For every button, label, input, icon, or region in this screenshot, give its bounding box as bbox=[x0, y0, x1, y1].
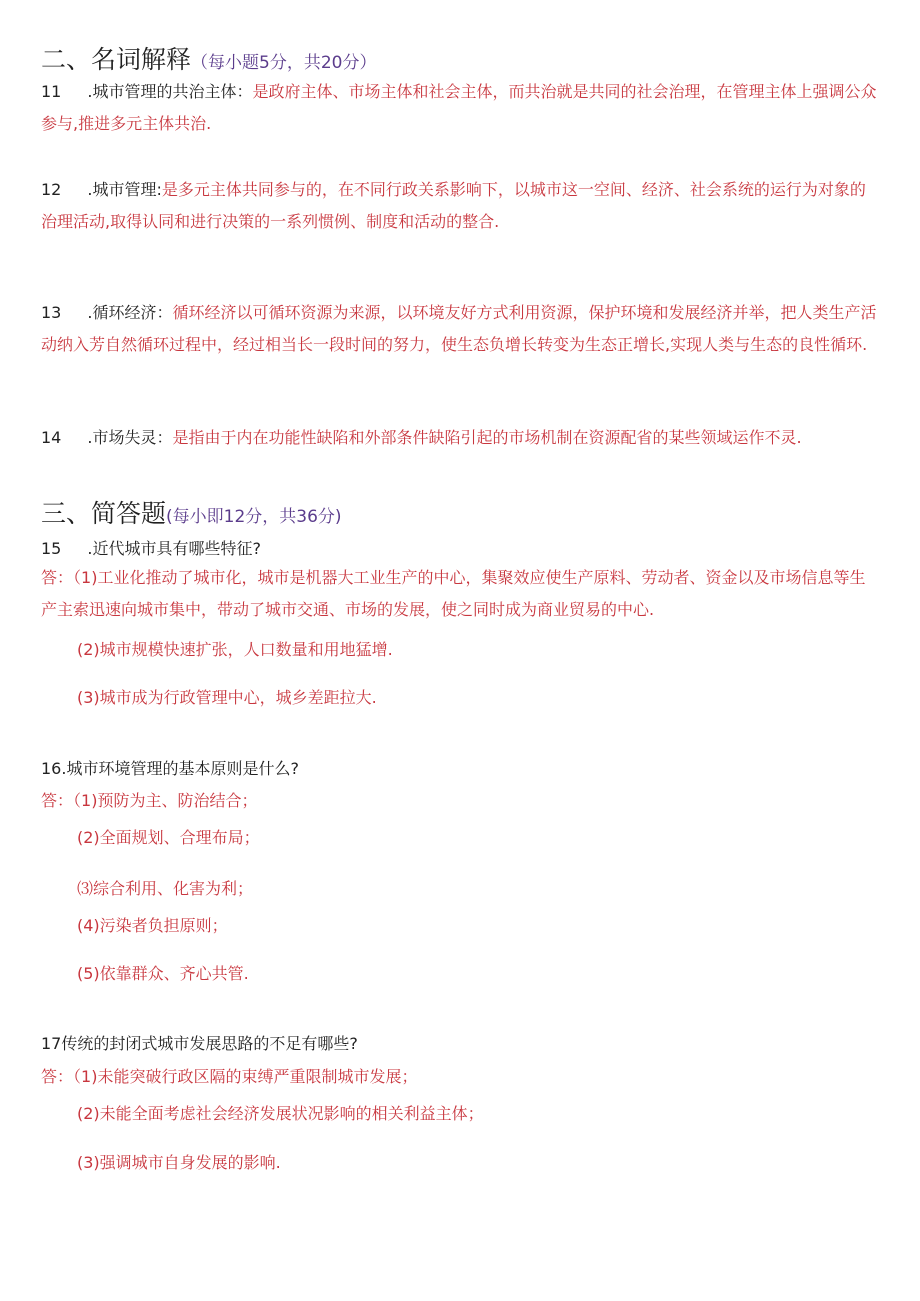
term-definition: 是指由于内在功能性缺陷和外部条件缺陷引起的市场机制在资源配省的某些领域运作不灵. bbox=[172, 428, 802, 447]
answer-item: (2)未能全面考虑社会经济发展状况影响的相关利益主体； bbox=[77, 1104, 484, 1123]
term-definition: 是多元主体共同参与的，在不同行政关系影响下，以城市这一空间、经济、社会系统的运行为对象的治理活动,取得认同和进行决策的一系列惯例、制度和活动的整合. bbox=[41, 180, 866, 231]
term-number: 11 bbox=[41, 82, 62, 101]
answer-item: （1)预防为主、防治结合； bbox=[73, 791, 258, 810]
answer-item: ⑶综合利用、化害为利； bbox=[77, 879, 254, 898]
answer-item: (4)污染者负担原则； bbox=[77, 916, 228, 935]
section-note: (每小即12分，共36分) bbox=[166, 507, 342, 527]
question-15 bbox=[41, 536, 261, 559]
answer-item: （1)工业化推动了城市化，城市是机器大工业生产的中心，集聚效应使生产原料、劳动者、资金以及市场信息等生产主索迅速向城市集中，带动了城市交通、市场的发展，使之同时成为商业贸易的中心. bbox=[41, 568, 866, 619]
answer-15-1 bbox=[41, 562, 881, 626]
term-definition: 是政府主体、市场主体和社会主体，而共治就是共同的社会治理，在管理主体上强调公众参与,推进多元主体共治. bbox=[41, 82, 877, 133]
question-text: .近代城市具有哪些特征? bbox=[87, 539, 261, 558]
term-number: 13 bbox=[41, 303, 62, 322]
term-number: 12 bbox=[41, 180, 62, 199]
answer-16-1 bbox=[41, 788, 257, 811]
question-17: 17传统的封闭式城市发展思路的不足有哪些? bbox=[41, 1034, 358, 1053]
section-title: 三、简答题 bbox=[41, 499, 167, 528]
term-number: 14 bbox=[41, 428, 62, 447]
term-name: .城市管理: bbox=[87, 180, 162, 199]
term-name: .循环经济： bbox=[87, 303, 173, 322]
term-definition: 循环经济以可循环资源为来源，以环境友好方式利用资源，保护环境和发展经济并举，把人类生产活动纳入芳自然循环过程中，经过相当长一段时间的努力，使生态负增长转变为生态正增长,实现人类与生态的良性循环. bbox=[41, 303, 877, 354]
term-name: .城市管理的共治主体： bbox=[87, 82, 253, 101]
question-number: 15 bbox=[41, 539, 62, 558]
answer-item: （1)未能突破行政区隔的束缚严重限制城市发展； bbox=[73, 1067, 418, 1086]
answer-prefix: 答： bbox=[41, 568, 74, 587]
answer-17-1 bbox=[41, 1064, 417, 1087]
answer-item: (5)依靠群众、齐心共管. bbox=[77, 964, 249, 983]
section-title: 二、名词解释 bbox=[41, 45, 192, 74]
answer-prefix: 答： bbox=[41, 791, 74, 810]
answer-item: (2)全面规划、合理布局； bbox=[77, 828, 260, 847]
term-12 bbox=[41, 174, 881, 238]
term-13 bbox=[41, 297, 881, 361]
term-11 bbox=[41, 76, 881, 140]
section-note: （每小题5分，共20分） bbox=[191, 53, 377, 73]
answer-prefix: 答： bbox=[41, 1067, 74, 1086]
term-14 bbox=[41, 422, 881, 454]
answer-item: (3)强调城市自身发展的影响. bbox=[77, 1153, 281, 1172]
section-heading bbox=[41, 40, 376, 76]
answer-item: (2)城市规模快速扩张，人口数量和用地猛增. bbox=[77, 640, 393, 659]
section-heading bbox=[41, 494, 342, 530]
answer-item: (3)城市成为行政管理中心，城乡差距拉大. bbox=[77, 688, 377, 707]
term-name: .市场失灵： bbox=[87, 428, 173, 447]
question-16: 16.城市环境管理的基本原则是什么? bbox=[41, 759, 299, 778]
